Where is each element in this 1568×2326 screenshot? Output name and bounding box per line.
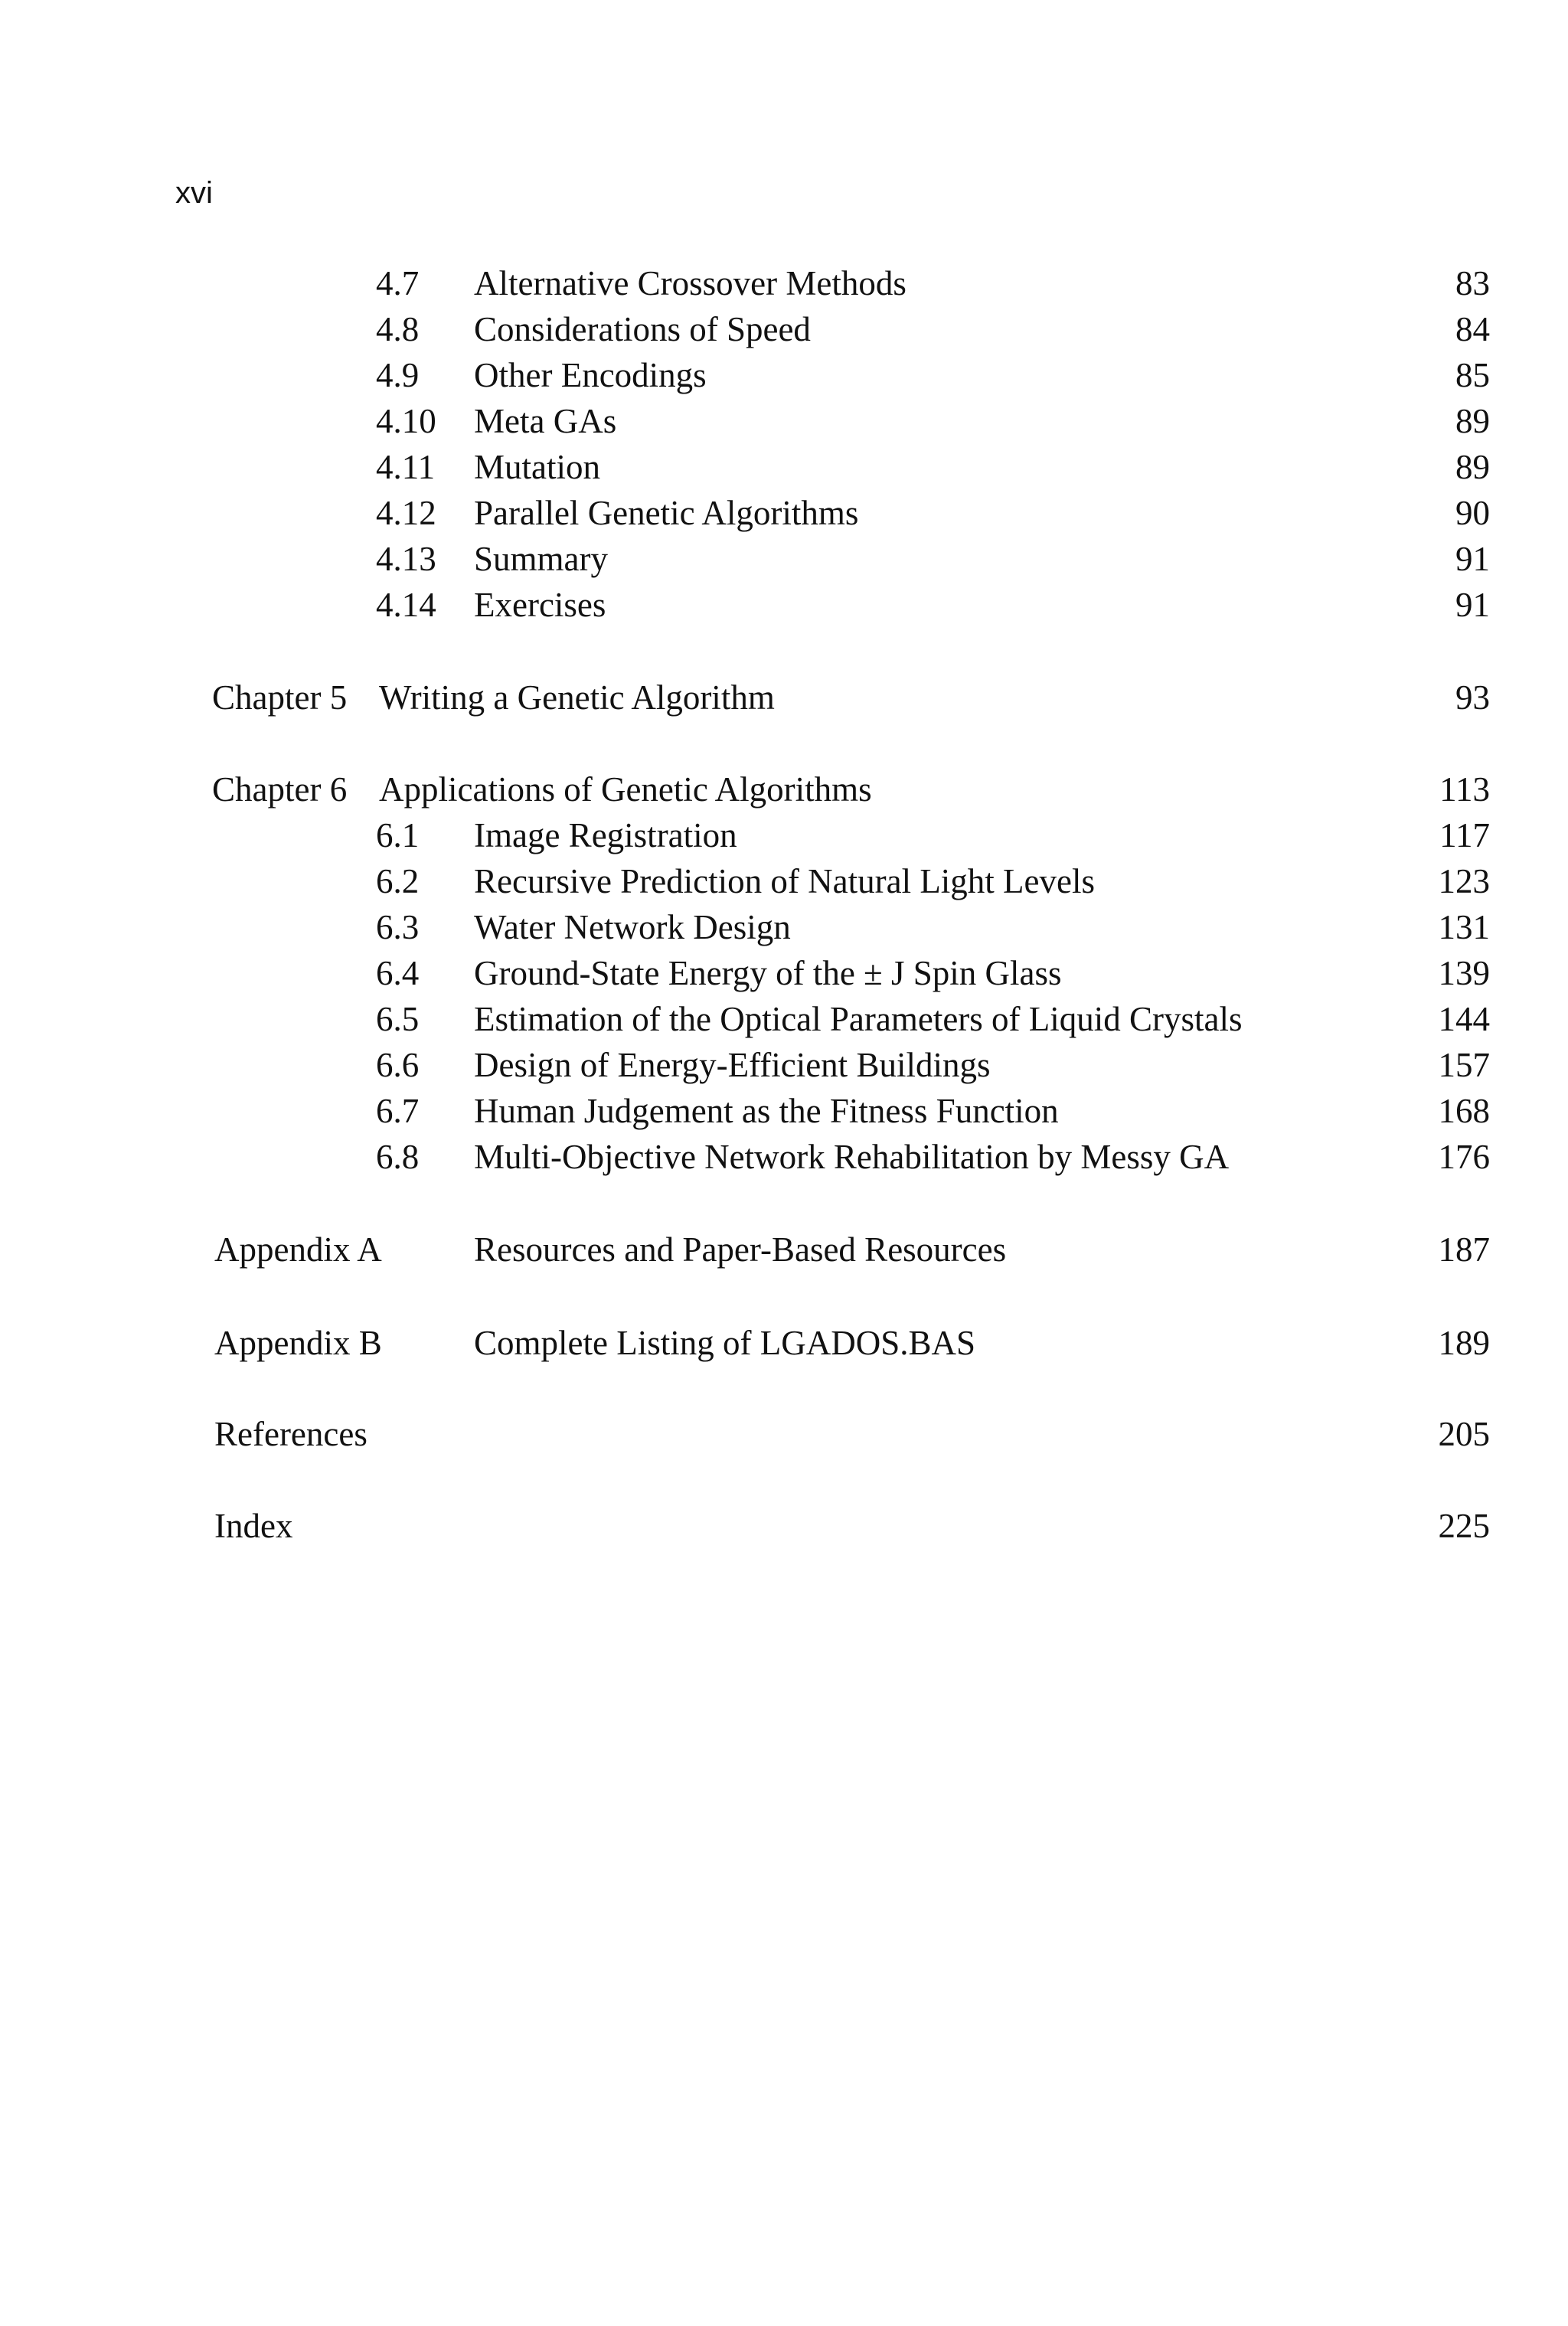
toc-entry-4-13 <box>0 537 1568 580</box>
section-title: Design of Energy-Efficient Buildings <box>474 1046 991 1084</box>
toc-entry-6-3 <box>0 906 1568 949</box>
page-ref: 189 <box>1438 1324 1490 1362</box>
chapter-label: Chapter 6 <box>212 770 348 809</box>
toc-chapter-6 <box>0 768 1568 811</box>
index-label: Index <box>214 1507 293 1545</box>
section-number: 6.1 <box>376 816 420 854</box>
section-title: Alternative Crossover Methods <box>474 264 906 302</box>
section-number: 4.14 <box>376 586 436 624</box>
section-number: 6.4 <box>376 954 420 992</box>
section-number: 6.8 <box>376 1138 420 1176</box>
section-number: 4.9 <box>376 356 420 394</box>
toc-entry-4-11 <box>0 446 1568 488</box>
section-number: 6.2 <box>376 862 420 900</box>
appendix-title: Complete Listing of LGADOS.BAS <box>474 1324 976 1362</box>
page-ref: 225 <box>1438 1507 1490 1545</box>
chapter-label: Chapter 5 <box>212 678 348 717</box>
page-ref: 83 <box>1455 264 1490 302</box>
toc-index <box>0 1504 1568 1547</box>
section-number: 6.6 <box>376 1046 420 1084</box>
section-title: Multi-Objective Network Rehabilitation by Messy GA <box>474 1138 1230 1176</box>
toc-entry-6-6 <box>0 1044 1568 1086</box>
section-title: Considerations of Speed <box>474 310 811 348</box>
page-ref: 85 <box>1455 356 1490 394</box>
chapter-title: Writing a Genetic Algorithm <box>379 678 775 717</box>
page-ref: 187 <box>1438 1230 1490 1269</box>
section-number: 4.10 <box>376 402 436 440</box>
chapter-title: Applications of Genetic Algorithms <box>379 770 872 809</box>
section-number: 4.8 <box>376 310 420 348</box>
section-title: Meta GAs <box>474 402 617 440</box>
section-title: Ground-State Energy of the ± J Spin Glass <box>474 954 1062 992</box>
references-label: References <box>214 1415 368 1453</box>
toc-entry-6-4 <box>0 952 1568 995</box>
toc-entry-4-10 <box>0 400 1568 443</box>
section-number: 6.3 <box>376 908 420 946</box>
page-ref: 113 <box>1439 770 1490 809</box>
page-ref: 89 <box>1455 448 1490 486</box>
toc-chapter-5 <box>0 676 1568 719</box>
page-ref: 89 <box>1455 402 1490 440</box>
toc-entry-4-12 <box>0 492 1568 534</box>
toc-entry-4-9 <box>0 354 1568 397</box>
section-number: 4.11 <box>376 448 436 486</box>
page-ref: 139 <box>1438 954 1490 992</box>
section-number: 6.5 <box>376 1000 420 1038</box>
section-title: Water Network Design <box>474 908 791 946</box>
page-ref: 90 <box>1455 494 1490 532</box>
page-ref: 144 <box>1438 1000 1490 1038</box>
page-ref: 123 <box>1438 862 1490 900</box>
section-number: 4.13 <box>376 540 436 578</box>
section-title: Estimation of the Optical Parameters of Liquid Crystals <box>474 1000 1243 1038</box>
page-ref: 91 <box>1455 586 1490 624</box>
page-ref: 205 <box>1438 1415 1490 1453</box>
toc-entry-6-7 <box>0 1089 1568 1132</box>
section-number: 4.12 <box>376 494 436 532</box>
section-title: Other Encodings <box>474 356 707 394</box>
toc-entry-4-14 <box>0 583 1568 626</box>
section-title: Image Registration <box>474 816 737 854</box>
appendix-label: Appendix A <box>214 1230 382 1269</box>
toc-references <box>0 1413 1568 1455</box>
page-ref: 91 <box>1455 540 1490 578</box>
section-number: 6.7 <box>376 1092 420 1130</box>
appendix-title: Resources and Paper-Based Resources <box>474 1230 1007 1269</box>
page-ref: 84 <box>1455 310 1490 348</box>
section-title: Recursive Prediction of Natural Light Levels <box>474 862 1096 900</box>
section-title: Parallel Genetic Algorithms <box>474 494 859 532</box>
section-number: 4.7 <box>376 264 420 302</box>
section-title: Human Judgement as the Fitness Function <box>474 1092 1059 1130</box>
toc-appendix-a <box>0 1228 1568 1271</box>
toc-entry-6-8 <box>0 1135 1568 1178</box>
page-ref: 168 <box>1438 1092 1490 1130</box>
page-ref: 131 <box>1438 908 1490 946</box>
page-ref: 157 <box>1438 1046 1490 1084</box>
page-number: xvi <box>175 176 213 210</box>
toc-appendix-b <box>0 1321 1568 1364</box>
toc-entry-6-2 <box>0 860 1568 903</box>
section-title: Summary <box>474 540 608 578</box>
appendix-label: Appendix B <box>214 1324 382 1362</box>
toc-entry-4-8 <box>0 308 1568 351</box>
toc-entry-4-7 <box>0 262 1568 305</box>
section-title: Mutation <box>474 448 600 486</box>
section-title: Exercises <box>474 586 606 624</box>
toc-entry-6-1 <box>0 814 1568 857</box>
page-ref: 93 <box>1455 678 1490 717</box>
page-ref: 117 <box>1439 816 1490 854</box>
page-ref: 176 <box>1438 1138 1490 1176</box>
toc-entry-6-5 <box>0 998 1568 1040</box>
